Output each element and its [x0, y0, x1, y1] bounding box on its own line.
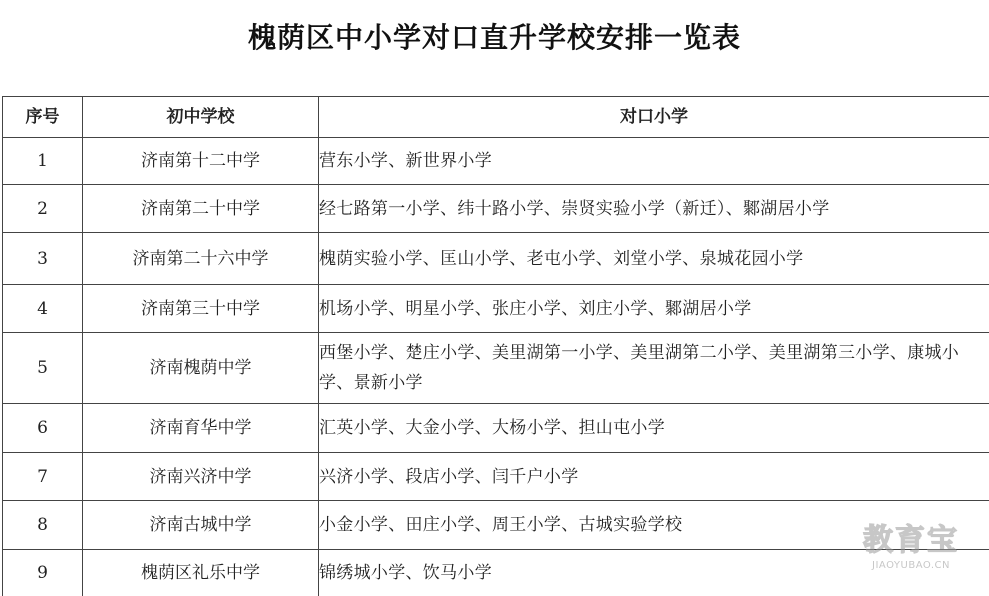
row-number: 7 [3, 453, 83, 501]
primary-schools-cell: 机场小学、明星小学、张庄小学、刘庄小学、鄹湖居小学 [319, 285, 989, 333]
table-row [3, 185, 989, 233]
table-header-row [3, 97, 989, 138]
table-row [3, 233, 989, 285]
primary-schools-cell: 兴济小学、段店小学、闫千户小学 [319, 453, 989, 501]
middle-school-cell: 济南育华中学 [83, 404, 319, 453]
table-row [3, 138, 989, 185]
row-number: 6 [3, 404, 83, 453]
row-number: 5 [3, 333, 83, 404]
primary-schools-cell: 西堡小学、楚庄小学、美里湖第一小学、美里湖第二小学、美里湖第三小学、康城小学、景新小学 [319, 333, 989, 404]
row-number: 9 [3, 550, 83, 596]
primary-schools-cell: 小金小学、田庄小学、周王小学、古城实验学校 [319, 501, 989, 550]
middle-school-cell: 济南第三十中学 [83, 285, 319, 333]
row-number: 8 [3, 501, 83, 550]
table-row [3, 550, 989, 596]
watermark-logo [855, 524, 967, 576]
row-number: 2 [3, 185, 83, 233]
header-primary-schools: 对口小学 [319, 97, 989, 138]
middle-school-cell: 槐荫区礼乐中学 [83, 550, 319, 596]
row-number: 3 [3, 233, 83, 285]
header-no: 序号 [3, 97, 83, 138]
row-number: 1 [3, 138, 83, 185]
watermark-domain: JIAOYUBAO.CN [872, 560, 950, 571]
school-assignment-table [2, 96, 989, 596]
watermark-text: 教育宝 [863, 523, 959, 558]
middle-school-cell: 济南第二十中学 [83, 185, 319, 233]
table-row [3, 453, 989, 501]
middle-school-cell: 济南第二十六中学 [83, 233, 319, 285]
primary-schools-cell: 汇英小学、大金小学、大杨小学、担山屯小学 [319, 404, 989, 453]
table-row [3, 404, 989, 453]
middle-school-cell: 济南第十二中学 [83, 138, 319, 185]
middle-school-cell: 济南古城中学 [83, 501, 319, 550]
middle-school-cell: 济南槐荫中学 [83, 333, 319, 404]
row-number: 4 [3, 285, 83, 333]
primary-schools-cell: 槐荫实验小学、匡山小学、老屯小学、刘堂小学、泉城花园小学 [319, 233, 989, 285]
page-title: 槐荫区中小学对口直升学校安排一览表 [247, 21, 741, 54]
primary-schools-cell: 营东小学、新世界小学 [319, 138, 989, 185]
header-middle-school: 初中学校 [83, 97, 319, 138]
table-row [3, 501, 989, 550]
middle-school-cell: 济南兴济中学 [83, 453, 319, 501]
table-row [3, 333, 989, 404]
primary-schools-cell: 经七路第一小学、纬十路小学、崇贤实验小学（新迁）、鄹湖居小学 [319, 185, 989, 233]
table-row [3, 285, 989, 333]
primary-schools-cell: 锦绣城小学、饮马小学 [319, 550, 989, 596]
